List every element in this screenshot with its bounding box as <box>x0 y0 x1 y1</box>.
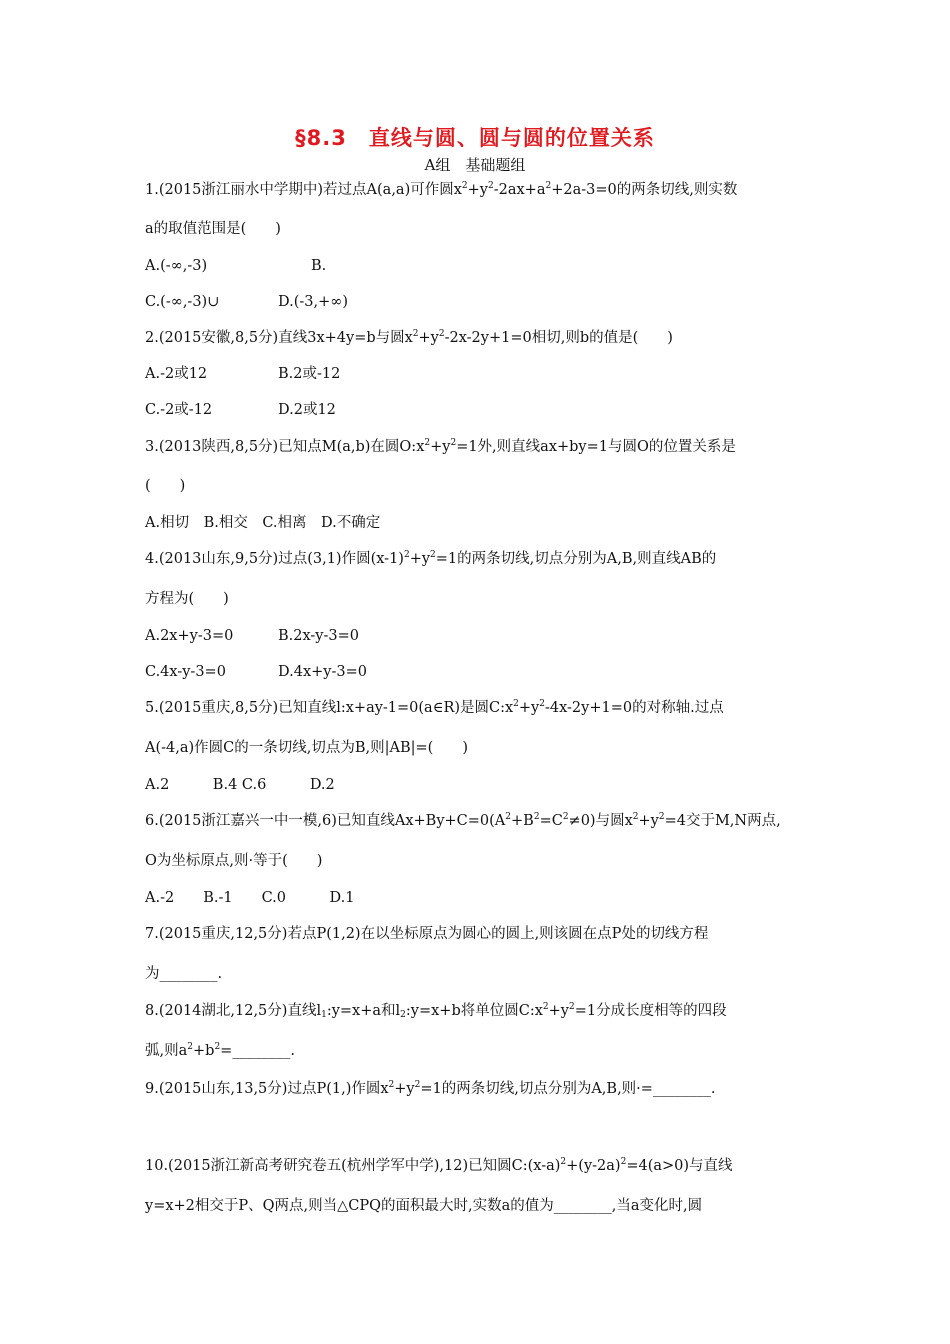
question-5-line-2: A(-4,a)作圆C的一条切线,切点为B,则|AB|=( ) <box>145 740 468 756</box>
question-2-option-d: D.2或12 <box>278 402 336 418</box>
question-1-option-c: C.(-∞,-3)∪ <box>145 294 220 310</box>
section-title: §8.3 直线与圆、圆与圆的位置关系 <box>295 126 655 150</box>
question-3-line-1: 3.(2013陕西,8,5分)已知点M(a,b)在圆$O:x^2+y^2=1$外,则直线ax+by=1与圆O的位置关系是 <box>145 438 736 455</box>
question-4-line-1: 4.(2013山东,9,5分)过点(3,1)作圆$(x-1)^2+y^2=1$的两条切线,切点分别为A,B,则直线AB的 <box>145 550 717 567</box>
question-4-line-2: 方程为( ) <box>145 591 229 607</box>
question-5-line-1: 5.(2015重庆,8,5分)已知直线l:x+ay-1=0(a∈R)是圆$C:x^2+y^2-4x-2y+1=0$的对称轴.过点 <box>145 699 724 716</box>
question-1-line-2: a的取值范围是( ) <box>145 221 281 237</box>
question-7-line-2: 为________. <box>145 966 223 982</box>
question-2-option-a: A.-2或12 <box>145 366 208 382</box>
question-1-option-a: A.(-∞,-3) <box>145 258 208 274</box>
question-9-line-1: 9.(2015山东,13,5分)过点P(1,)作圆$x^2+y^2=1$的两条切线,切点分别为A,B,则·=________. <box>145 1080 716 1097</box>
question-6-line-2: O为坐标原点,则·等于( ) <box>145 853 323 869</box>
question-10-line-2: y=x+2相交于P、Q两点,则当△CPQ的面积最大时,实数a的值为________,当a变化时,圆 <box>145 1198 703 1214</box>
question-4-option-a: A.2x+y-3=0 <box>145 628 234 644</box>
question-10-line-1: 10.(2015浙江新高考研究卷五(杭州学军中学),12)已知圆$C:(x-a)^2+(y-2a)^2=4(a>0)$与直线 <box>145 1157 733 1174</box>
question-8-line-1: 8.(2014湖北,12,5分)直线$l_1:y=x+a$和$l_2:y=x+b$将单位圆$C:x^2+y^2=1$分成长度相等的四段 <box>145 1002 727 1020</box>
question-7-line-1: 7.(2015重庆,12,5分)若点P(1,2)在以坐标原点为圆心的圆上,则该圆在点P处的切线方程 <box>145 926 709 942</box>
question-8-line-2: 弧,则$a^2+b^2=\_\_\_\_\_\_\_\_$. <box>145 1042 295 1059</box>
question-2-line-1: 2.(2015安徽,8,5分)直线3x+4y=b与圆$x^2+y^2-2x-2y+1=0$相切,则b的值是( ) <box>145 329 673 346</box>
group-subtitle: A组 基础题组 <box>424 156 526 174</box>
question-4-option-d: D.4x+y-3=0 <box>278 664 367 680</box>
question-2-option-c: C.-2或-12 <box>145 402 213 418</box>
question-5-options: A.2 B.4 C.6 D.2 <box>145 777 335 793</box>
question-6-options: A.-2 B.-1 C.0 D.1 <box>145 890 355 906</box>
question-3-options: A.相切 B.相交 C.相离 D.不确定 <box>145 515 381 531</box>
question-1-option-b: B. <box>311 258 327 274</box>
question-3-line-2: ( ) <box>145 478 186 494</box>
question-6-line-1: 6.(2015浙江嘉兴一中一模,6)已知直线$Ax+By+C=0(A^2+B^2=C^2\ne 0)$与圆$x^2+y^2=4$交于M,N两点, <box>145 812 781 829</box>
question-4-option-b: B.2x-y-3=0 <box>278 628 360 644</box>
question-1-option-d: D.(-3,+∞) <box>278 294 348 310</box>
question-2-option-b: B.2或-12 <box>278 366 341 382</box>
question-4-option-c: C.4x-y-3=0 <box>145 664 226 680</box>
question-1-line-1: 1.(2015浙江丽水中学期中)若过点A(a,a)可作圆$x^2+y^2-2ax+a^2+2a-3=0$的两条切线,则实数 <box>145 181 738 198</box>
